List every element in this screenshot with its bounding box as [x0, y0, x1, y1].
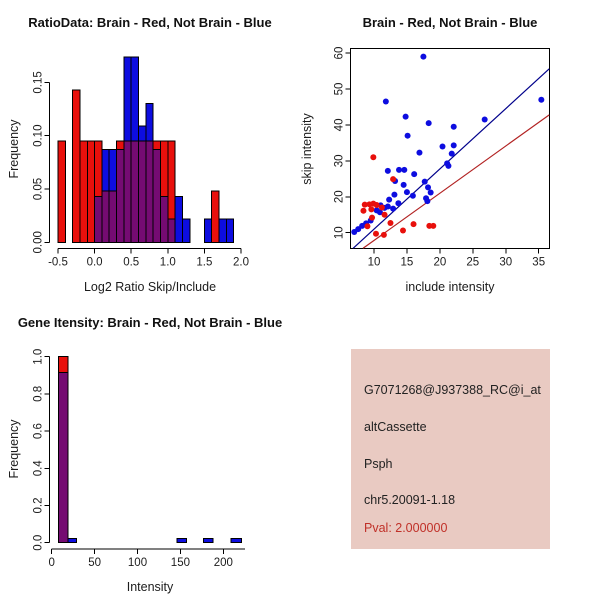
svg-text:20: 20	[433, 256, 447, 269]
svg-text:35: 35	[532, 256, 546, 269]
probe-id-text: G7071268@J937388_RC@i_at	[364, 383, 541, 397]
svg-text:40: 40	[333, 118, 346, 132]
intensity-histogram-xlabel: Intensity	[126, 580, 174, 594]
gene-info-box	[351, 349, 550, 549]
svg-text:100: 100	[127, 557, 148, 569]
svg-text:2.0: 2.0	[233, 256, 249, 269]
svg-text:200: 200	[213, 557, 233, 569]
pval-text: Pval: 2.000000	[364, 521, 448, 535]
svg-text:10: 10	[367, 256, 381, 269]
info-panel	[300, 300, 600, 600]
svg-text:0.5: 0.5	[123, 256, 140, 269]
svg-text:30: 30	[499, 256, 513, 269]
ratio-histogram-xlabel: Log2 Ratio Skip/Include	[83, 280, 217, 294]
location-text: chr5.20091-1.18	[364, 493, 456, 507]
svg-text:0: 0	[48, 557, 55, 569]
scatter-xlabel: include intensity	[405, 280, 495, 294]
ratio-histogram-plot	[0, 0, 300, 300]
svg-text:0.4: 0.4	[32, 460, 45, 477]
svg-text:0.00: 0.00	[32, 231, 45, 254]
svg-text:60: 60	[333, 46, 346, 60]
intensity-histogram-plot	[0, 300, 300, 600]
svg-text:15: 15	[400, 256, 414, 269]
svg-text:150: 150	[170, 557, 190, 569]
svg-text:0.15: 0.15	[32, 71, 45, 94]
gene-name-text: Psph	[364, 457, 393, 471]
ratio-histogram-ylabel: Frequency	[7, 119, 21, 179]
svg-text:10: 10	[333, 226, 346, 240]
svg-text:1.0: 1.0	[32, 348, 45, 365]
intensity-histogram-title: Gene Itensity: Brain - Red, Not Brain - Blue	[17, 315, 283, 330]
svg-text:0.10: 0.10	[32, 124, 45, 147]
svg-text:1.5: 1.5	[196, 256, 213, 269]
svg-text:-0.5: -0.5	[48, 256, 68, 269]
svg-text:1.0: 1.0	[159, 256, 176, 269]
svg-text:25: 25	[466, 256, 480, 269]
svg-text:0.0: 0.0	[32, 534, 45, 551]
svg-text:0.2: 0.2	[32, 497, 45, 514]
scatter-title: Brain - Red, Not Brain - Blue	[362, 15, 538, 30]
scatter-panel	[300, 0, 600, 300]
svg-text:30: 30	[333, 154, 346, 168]
intensity-histogram-panel	[0, 300, 300, 600]
svg-text:20: 20	[333, 190, 346, 204]
svg-text:0.6: 0.6	[32, 423, 45, 440]
svg-text:0.8: 0.8	[32, 385, 45, 402]
ratio-histogram-panel	[0, 0, 300, 300]
intensity-histogram-ylabel: Frequency	[7, 419, 21, 479]
svg-text:50: 50	[88, 557, 101, 569]
svg-text:0.0: 0.0	[86, 256, 103, 269]
svg-text:50: 50	[333, 82, 346, 96]
event-type-text: altCassette	[364, 420, 427, 434]
scatter-plot	[300, 0, 600, 300]
svg-text:0.05: 0.05	[32, 177, 45, 201]
scatter-ylabel: skip intensity	[300, 113, 314, 185]
ratio-histogram-title: RatioData: Brain - Red, Not Brain - Blue	[28, 15, 272, 30]
